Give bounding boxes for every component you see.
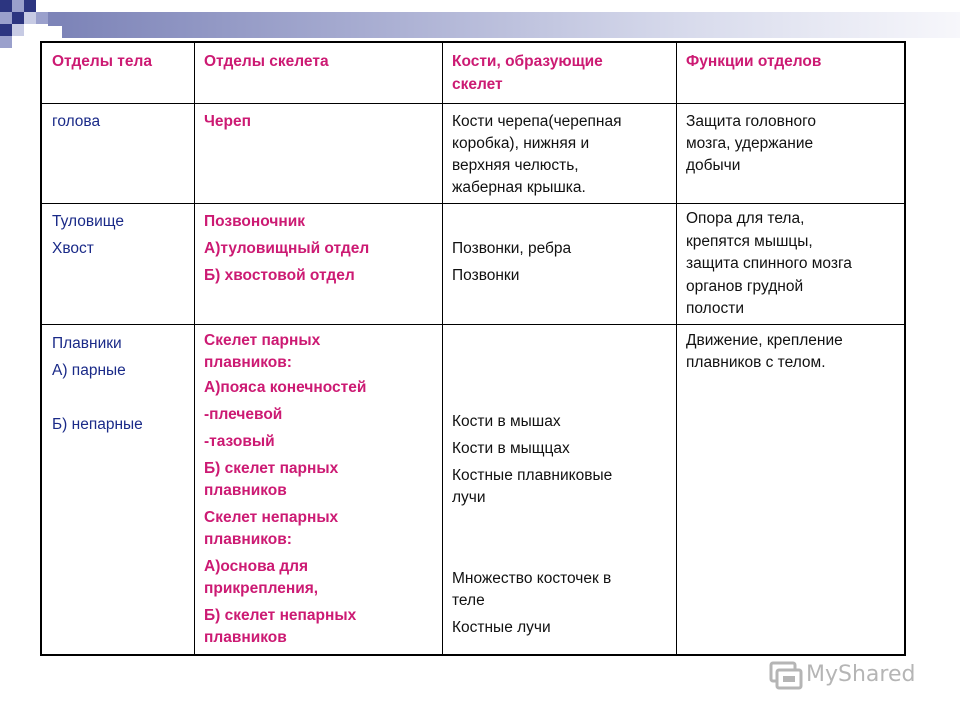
header-body-sections: Отделы тела bbox=[52, 53, 152, 70]
row2-functions: Опора для тела, крепятся мышцы, защита спинного мозга органов грудной полости bbox=[686, 210, 852, 317]
column-divider bbox=[442, 43, 443, 654]
header-skeleton-sections: Отделы скелета bbox=[204, 53, 329, 70]
row1-body: голова bbox=[52, 113, 101, 130]
row2-skeleton: Позвоночник А)туловищный отдел Б) хвостовой отдел bbox=[204, 213, 370, 284]
header-functions: Функции отделов bbox=[686, 53, 822, 70]
skeleton-table bbox=[40, 41, 906, 656]
row-divider bbox=[42, 324, 904, 325]
row-divider bbox=[42, 203, 904, 204]
header-bones: Кости, образующие скелет bbox=[452, 53, 603, 93]
row1-bones: Кости черепа(черепная коробка), нижняя и верхняя челюсть, жаберная крышка. bbox=[452, 113, 622, 196]
row2-body: Туловище Хвост bbox=[52, 213, 124, 257]
decorative-title-bar bbox=[62, 12, 960, 38]
row3-skeleton: Скелет парных плавников: А)пояса конечностей -плечевой -тазовый Б) скелет парных плавников Скелет непарных плавников: А)основа для прикрепления, Б) скелет непарных плавников bbox=[204, 332, 367, 646]
row1-functions: Защита головного мозга, удержание добычи bbox=[686, 113, 817, 174]
row3-body: Плавники А) парные Б) непарные bbox=[52, 335, 143, 433]
watermark-text: MyShared bbox=[806, 662, 916, 687]
myshared-watermark bbox=[768, 656, 928, 696]
myshared-logo-icon bbox=[768, 658, 804, 694]
column-divider bbox=[676, 43, 677, 654]
row2-bones: Позвонки, ребра Позвонки bbox=[452, 240, 572, 284]
row3-functions: Движение, крепление плавников с телом. bbox=[686, 332, 843, 371]
row-divider bbox=[42, 103, 904, 104]
row3-bones: Кости в мышах Кости в мыщцах Костные плавниковые лучи Множество косточек в теле Костные лучи bbox=[452, 413, 613, 636]
row1-skeleton: Череп bbox=[204, 113, 251, 130]
column-divider bbox=[194, 43, 195, 654]
